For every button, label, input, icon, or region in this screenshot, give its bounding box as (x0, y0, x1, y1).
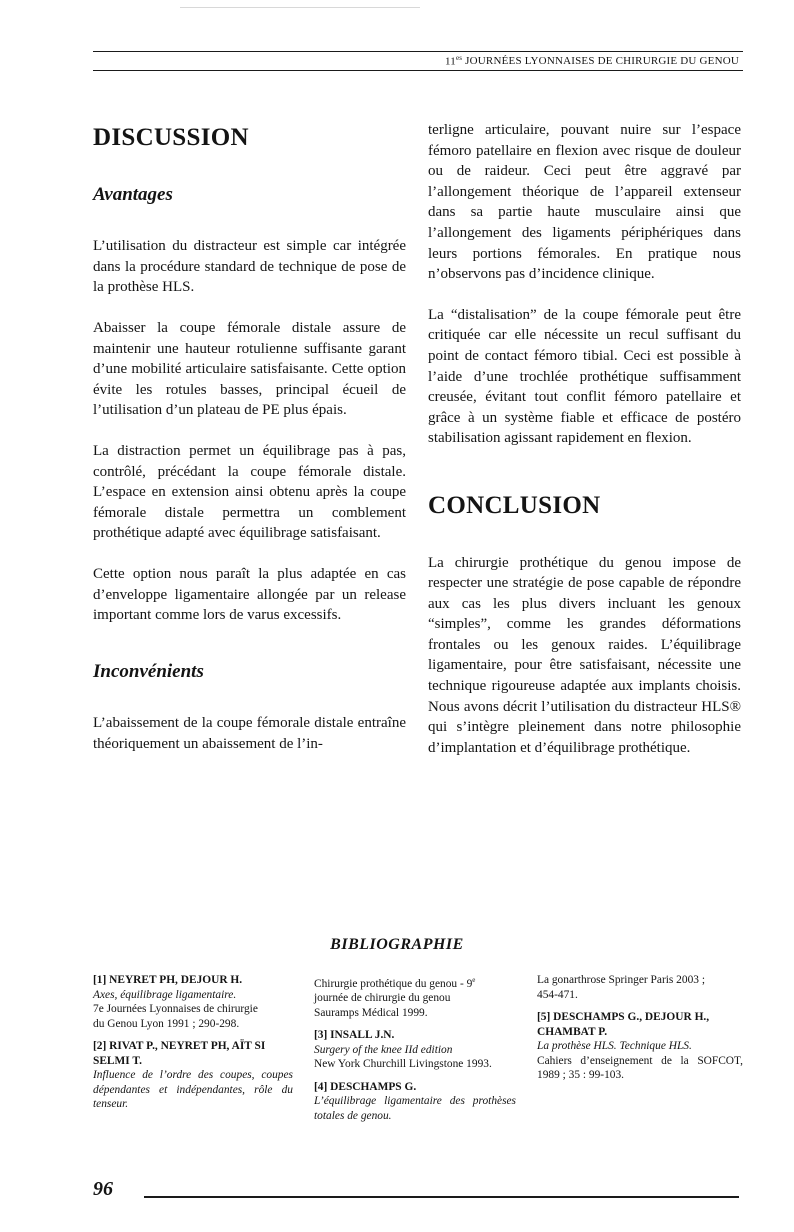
reference-4-title: L’équilibrage ligamentaire des prothèses totales de genou. (314, 1095, 516, 1122)
reference-1-source: 7e Journées Lyonnaises de chirurgie (93, 1003, 258, 1015)
paragraph-advantages-3: La distraction permet un équilibrage pas à pas, contrôlé, précédant la coupe fémorale distale. L’espace en extension ainsi obtenu après la coupe fémorale distale permettra un comblement prothétique adapté avec équilibrage satisfaisant. (93, 442, 406, 542)
reference-2-continued (314, 973, 516, 1020)
reference-1-title: Axes, équilibrage ligamentaire. (93, 988, 237, 1001)
header-number: $11^{es}$ (444, 54, 463, 68)
bibliography-column-3 (537, 973, 743, 1091)
page-number: 96 (93, 1178, 113, 1200)
paragraph-distalisation: La “distalisation” de la coupe fémorale peut être critiquée car elle nécessite un recul suffisant du point de contact fémoro tibial. Ceci est possible à l’aide d’une trochlée prothétique suffisamment creusée, évitant tout conflit fémoro patellaire et grâce à un système fiable et efficace de postéro stabilisation agissant rapidement en flexion. (428, 306, 741, 447)
reference-5-title: La prothèse HLS. Technique HLS. (537, 1040, 692, 1052)
reference-2 (93, 1039, 293, 1112)
reference-2-title: Influence de l’ordre des coupes, coupes dépendantes et indépendantes, rôle du tenseur. (93, 1069, 293, 1110)
reference-3-publisher: New York Churchill Livingstone 1993. (314, 1058, 492, 1071)
paragraph-disadvantages-1: L’abaissement de la coupe fémorale distale entraîne théoriquement un abaissement de l’in- (93, 715, 406, 752)
paragraph-advantages-4: Cette option nous paraît la plus adaptée en cas d’enveloppe ligamentaire allongée par un release important comme lors de varus excessifs. (93, 565, 406, 624)
reference-1-pages: du Genou Lyon 1991 ; 290-298. (93, 1017, 240, 1030)
reference-4-authors: [4] DESCHAMPS G. (314, 1080, 417, 1093)
bibliography-title: BIBLIOGRAPHIE (330, 936, 464, 953)
reference-3-title: Surgery of the knee IId edition (314, 1043, 453, 1056)
top-faint-rule (180, 7, 420, 8)
header-title: JOURNÉES LYONNAISES DE CHIRURGIE DU GENOU (462, 55, 739, 67)
paragraph-advantages-2: Abaisser la coupe fémorale distale assure de maintenir une hauteur rotulienne suffisante garant d’une mobilité articulaire satisfaisante. Cette option évite les rotules basses, principal écueil de l’utilisation d’un plateau de PE plus épais. (93, 319, 406, 419)
bibliography-column-1 (93, 973, 293, 1120)
paragraph-advantages-1: L’utilisation du distracteur est simple car intégrée dans la procédure standard de technique de pose de la prothèse HLS. (93, 238, 406, 296)
reference-2-source: Chirurgie prothétique du genou - 9e (314, 976, 476, 990)
reference-3 (314, 1028, 516, 1072)
disadvantages-heading: Inconvénients (93, 660, 204, 682)
right-column (428, 118, 741, 758)
reference-4-source: La gonarthrose Springer Paris 2003 ; (537, 974, 705, 986)
discussion-heading: DISCUSSION (93, 124, 249, 151)
reference-5-authors: [5] DESCHAMPS G., DEJOUR H., CHAMBAT P. (537, 1011, 710, 1038)
reference-4-continued (537, 973, 743, 1002)
reference-3-authors: [3] INSALL J.N. (314, 1029, 395, 1042)
conclusion-heading: CONCLUSION (428, 491, 601, 519)
reference-2-source-2: journée de chirurgie du genou (314, 992, 451, 1005)
footer-rule (144, 1196, 739, 1198)
reference-5-source: Cahiers d’enseignement de la SOFCOT, 1989 ; 35 : 99-103. (537, 1054, 743, 1081)
paragraph-conclusion: La chirurgie prothétique du genou impose de respecter une stratégie de pose capable de répondre aux cas les plus divers incluant les genoux “simples”, comme les grandes déformations frontales ou les genoux raides. L’équilibrage ligamentaire, pour être satisfaisant, nécessite une technique rigoureuse adaptée aux implants choisis. Nous avons décrit l’utilisation du distracteur HLS® qui s’intègre pleinement dans notre philosophie d’implantation et d’équilibrage prothétique. (428, 554, 741, 756)
reference-4-pages: 454-471. (537, 988, 578, 1001)
advantages-heading: Avantages (93, 183, 173, 205)
paragraph-disadvantages-continued: terligne articulaire, pouvant nuire sur l’espace fémoro patellaire en flexion avec risque de douleur ou de raideur. Ceci peut être aggravé par l’allongement théorique de l’appareil extenseur dans sa partie haute musculaire ainsi que l’allongement des ligaments périphériques dans leurs portions fémorales. En pratique nous n’observons pas d’incidence clinique. (428, 122, 741, 283)
reference-1-authors: [1] NEYRET PH, DEJOUR H. (93, 974, 243, 986)
running-header (93, 51, 743, 71)
reference-4 (314, 1080, 516, 1124)
bibliography-column-2 (314, 973, 516, 1131)
left-column (93, 118, 406, 754)
reference-1 (93, 973, 293, 1031)
reference-5 (537, 1010, 743, 1083)
reference-2-authors: [2] RIVAT P., NEYRET PH, AÏT SI SELMI T. (93, 1040, 266, 1067)
reference-2-publisher: Sauramps Médical 1999. (314, 1006, 428, 1019)
